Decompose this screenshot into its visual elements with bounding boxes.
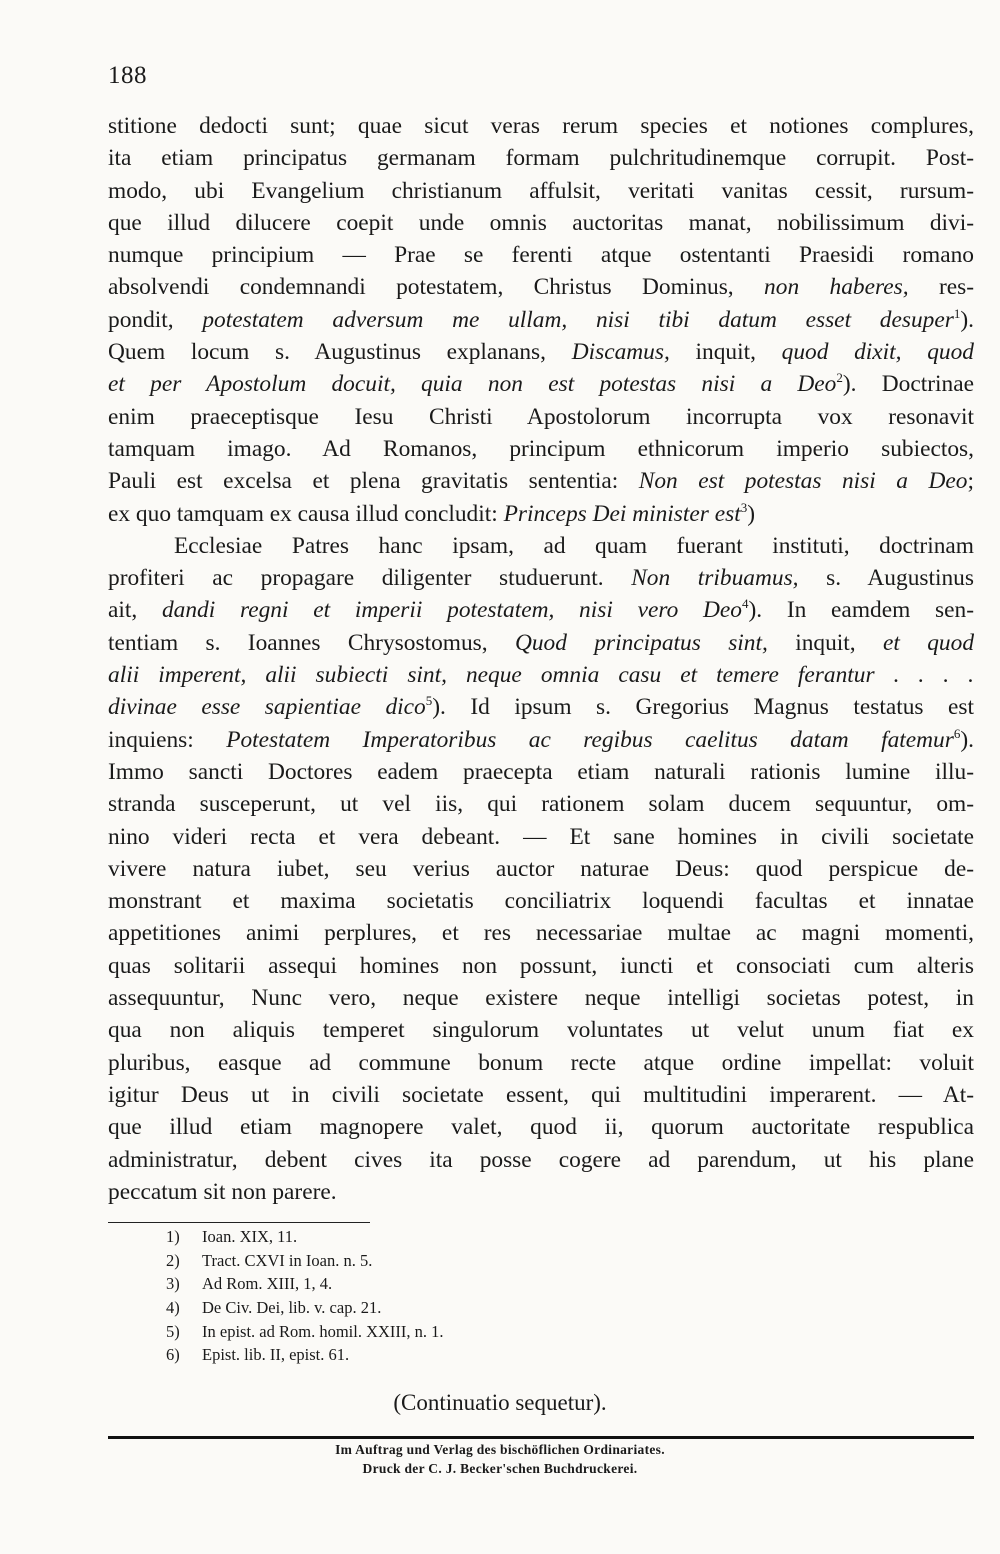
text-segment: inquit, [669,339,782,366]
footnote [166,1249,444,1273]
italic-quote: Non est potestas nisi a Deo [638,468,968,495]
text-segment: Ecclesiae Patres hanc ipsam, ad quam fuerant instituti, doctrinam [174,532,974,559]
text-segment: Pauli est excelsa et plena gravitatis sententia: [108,468,639,495]
text-segment: tentiam s. Ioannes Chrysostomus, [108,629,515,656]
text-line [108,207,974,239]
italic-quote: Discamus, [571,339,670,366]
text-segment: ). Id ipsum s. Gregorius Magnus testatus est [432,694,974,721]
italic-quote: Potestatem Imperatoribus ac regibus caelitus datam fatemur [226,726,954,753]
text-line [108,110,974,142]
footnote-text: Ad Rom. XIII, 1, 4. [202,1274,333,1294]
text-segment: que illud etiam magnopere valet, quod ii, quorum auctoritate respublica [108,1114,974,1141]
text-line [108,368,974,400]
text-line [108,724,974,756]
footnote-mark: 4) [166,1298,180,1318]
paragraph [108,110,974,530]
footnote-reference: 2 [836,370,843,386]
footnote [166,1296,444,1320]
footnote-reference: 4 [741,596,749,612]
text-segment: vivere natura iubet, seu verius auctor naturae Deus: quod perspicue de- [108,855,974,882]
text-line [108,530,974,562]
text-segment: ex quo tamquam ex causa illud concludit: [108,500,504,527]
page-number: 188 [108,62,147,89]
text-segment: Quem locum s. Augustinus explanans, [108,339,572,366]
text-segment: pondit, [108,306,203,333]
text-line [108,562,974,594]
text-segment: numque principium — Prae se ferenti atque ostentanti Praesidi romano [108,242,974,269]
italic-quote: et quod [883,629,974,656]
italic-quote: Non tribuamus, [631,565,799,592]
italic-quote: non haberes, [764,274,909,301]
footnote-mark: 6) [166,1345,180,1365]
footnote-mark: 1) [166,1227,180,1246]
text-line [108,142,974,174]
text-segment: ). [960,726,974,753]
text-line [108,1111,974,1143]
text-segment: stitione dedocti sunt; quae sicut veras rerum species et notiones complures, [108,113,974,139]
text-segment: ait, [108,597,162,624]
text-line [108,1176,974,1208]
footnote-text: Tract. CXVI in Ioan. n. 5. [202,1250,373,1270]
footnote-text: Epist. lib. II, epist. 61. [202,1345,350,1365]
text-segment: inquiens: [108,726,227,753]
text-segment: res- [908,274,974,301]
text-segment: que illud dilucere coepit unde omnis auctoritas manat, nobilissimum divi- [108,209,974,236]
text-segment: ). [960,306,974,333]
footnote-rule [108,1222,370,1223]
footnote-reference: 5 [425,693,433,709]
text-line [108,853,974,885]
text-segment: ). In eamdem sen- [748,597,974,624]
italic-quote: et per Apostolum docuit, quia non est potestas nisi a Deo [108,371,837,398]
italic-quote: divinae esse sapientiae dico [108,694,426,721]
footnote-mark: 2) [166,1250,180,1270]
text-line [108,433,974,465]
text-line [108,401,974,433]
text-line [108,756,974,788]
text-segment: administratur, debent cives ita posse cogere ad parendum, ut his plane [108,1146,974,1173]
text-line [108,885,974,917]
text-segment: s. Augustinus [798,565,974,592]
text-line [108,821,974,853]
text-line [108,175,974,207]
italic-quote: alii imperent, alii subiecti sint, neque omnia casu et temere ferantur . . . . [108,662,974,689]
text-segment: assequuntur, Nunc vero, neque existere neque intelligi societas potest, in [108,985,974,1012]
footnote-mark: 3) [166,1274,180,1294]
text-segment: ). Doctrinae [842,371,974,398]
text-segment: monstrant et maxima societatis conciliatrix loquendi facultas et innatae [108,888,974,915]
text-segment: tamquam imago. Ad Romanos, principum ethnicorum imperio subiectos, [108,435,974,462]
footnote [166,1343,444,1367]
text-line [108,1144,974,1176]
text-line [108,917,974,949]
continuation-note: (Continuatio sequetur). [393,1390,607,1415]
text-line [108,271,974,303]
footnote-mark: 5) [166,1321,180,1341]
italic-quote: dandi regni et imperii potestatem, nisi vero Deo [161,597,742,624]
text-line [108,1079,974,1111]
footnotes [166,1225,444,1367]
body-text [108,110,974,1208]
text-line [108,1047,974,1079]
colophon-line-1: Im Auftrag und Verlag des bischöflichen Ordinariates. [335,1442,665,1457]
text-segment: ; [967,468,974,495]
text-line [108,465,974,497]
text-line [108,982,974,1014]
paragraph [108,530,974,1208]
italic-quote: Quod principatus sint, [514,629,768,656]
italic-quote: Princeps Dei minister est [503,500,741,527]
text-segment: modo, ubi Evangelium christianum affulsit, veritati vanitas cessit, rursum- [108,177,974,204]
bottom-rule [108,1436,974,1439]
footnote-reference: 1 [953,305,961,321]
text-line [108,691,974,723]
colophon [0,1440,1000,1478]
footnote-reference: 6 [953,725,961,741]
text-line [108,336,974,368]
italic-quote: quod dixit, quod [781,339,974,366]
text-segment: ita etiam principatus germanam formam pulchritudinemque corrupit. Post- [108,145,974,172]
footnote [166,1225,444,1249]
text-segment: stranda susceperunt, ut vel iis, qui rationem solam ducem sequuntur, om- [108,791,974,818]
colophon-line-2: Druck der C. J. Becker'schen Buchdruckerei. [362,1461,638,1476]
text-segment: pluribus, easque ad commune bonum recte atque ordine impellat: voluit [108,1049,974,1076]
text-line [108,594,974,626]
text-line [108,627,974,659]
text-line [108,659,974,691]
footnote [166,1272,444,1296]
text-segment: appetitiones animi perplures, et res necessariae multae ac magni momenti, [108,920,974,947]
footnote-text: In epist. ad Rom. homil. XXIII, n. 1. [202,1321,444,1341]
text-segment: igitur Deus ut in civili societate essent, qui multitudini imperarent. — At- [108,1081,974,1108]
text-line [108,788,974,820]
text-line [108,304,974,336]
text-segment: nino videri recta et vera debeant. — Et sane homines in civili societate [108,823,974,850]
text-segment: qua non aliquis temperet singulorum voluntates ut velut unum fiat ex [108,1017,974,1044]
text-line [108,950,974,982]
text-segment: enim praeceptisque Iesu Christi Apostolorum incorrupta vox resonavit [108,403,974,430]
text-segment: quas solitarii assequi homines non possunt, iuncti et consociati cum alteris [108,952,974,979]
text-line [108,498,974,530]
footnote-text: De Civ. Dei, lib. v. cap. 21. [202,1298,382,1318]
footnote [166,1320,444,1344]
text-segment: ) [747,500,756,527]
text-segment: inquit, [767,629,883,656]
footnote-text: Ioan. XIX, 11. [202,1227,298,1246]
italic-quote: potestatem adversum me ullam, nisi tibi datum esset desuper [202,306,954,333]
text-segment: absolvendi condemnandi potestatem, Christus Dominus, [108,274,765,301]
text-line [108,1014,974,1046]
text-segment: profiteri ac propagare diligenter studuerunt. [108,565,632,592]
footnote-reference: 3 [740,499,748,515]
text-segment: Immo sancti Doctores eadem praecepta etiam naturali rationis lumine illu- [108,758,974,785]
text-segment: peccatum sit non parere. [108,1178,337,1205]
text-line [108,239,974,271]
